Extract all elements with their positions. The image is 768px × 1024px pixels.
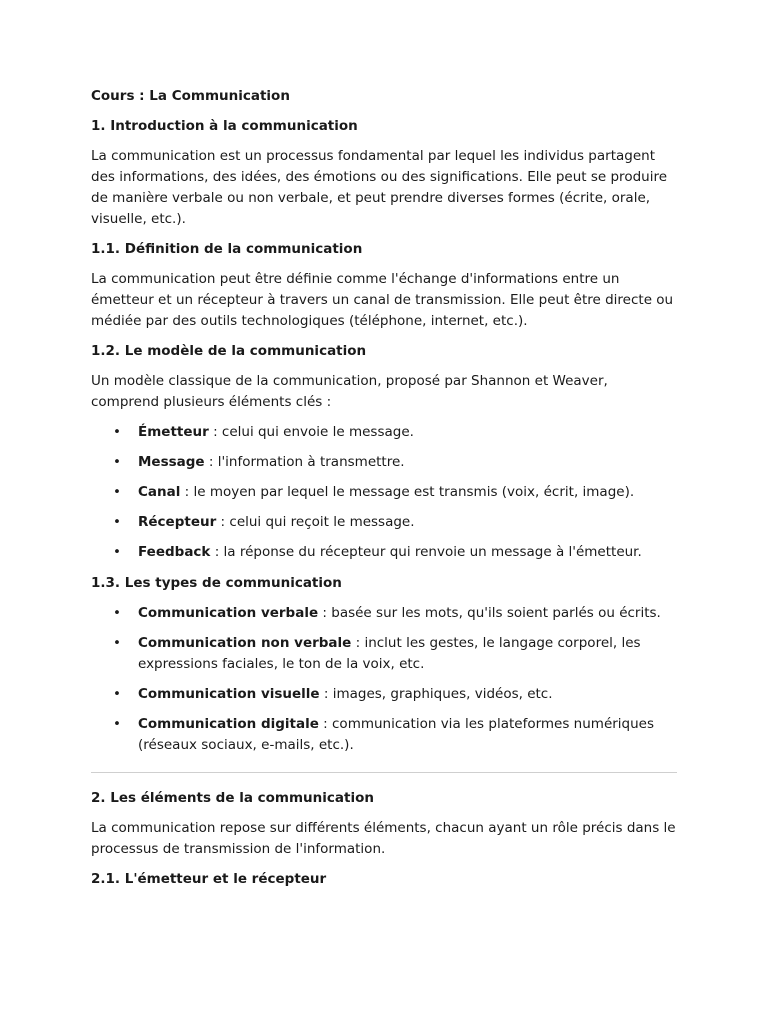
section-heading-elements: 2. Les éléments de la communication	[91, 790, 374, 806]
section-text-definition: La communication peut être définie comme l'échange d'informations entre un émetteur et un récepteur à travers un canal de transmission. Elle peut être directe ou médiée par des outils technologiques (téléphone, internet, etc.).	[91, 271, 674, 329]
list-item	[91, 512, 677, 533]
list-item-desc: : basée sur les mots, qu'ils soient parlés ou écrits.	[318, 605, 661, 621]
section-heading-emitter-receiver: 2.1. L'émetteur et le récepteur	[91, 871, 327, 887]
list-item	[91, 422, 677, 443]
list-item-desc: : images, graphiques, vidéos, etc.	[319, 686, 553, 702]
list-item-desc: : communication via les plateformes numériques (réseaux sociaux, e-mails, etc.).	[138, 716, 655, 753]
list-item	[91, 633, 677, 675]
list-item	[91, 542, 677, 563]
list-item	[91, 684, 677, 705]
list-item-desc: : le moyen par lequel le message est transmis (voix, écrit, image).	[180, 484, 635, 500]
list-item	[91, 603, 677, 624]
bullet-icon: •	[113, 514, 121, 530]
list-item-desc: : la réponse du récepteur qui renvoie un message à l'émetteur.	[210, 544, 642, 560]
section-divider	[91, 772, 677, 773]
section-text-elements: La communication repose sur différents éléments, chacun ayant un rôle précis dans le processus de transmission de l'information.	[91, 820, 676, 857]
list-item-term: Communication visuelle	[138, 686, 320, 702]
list-item	[91, 452, 677, 473]
section-heading-model: 1.2. Le modèle de la communication	[91, 343, 367, 359]
bullet-icon: •	[113, 454, 121, 470]
list-item-desc: : inclut les gestes, le langage corporel, les expressions faciales, le ton de la voix, etc.	[138, 635, 641, 672]
list-item-term: Émetteur	[138, 424, 209, 440]
model-elements-list	[91, 422, 677, 563]
list-item-desc: : l'information à transmettre.	[204, 454, 405, 470]
section-text-introduction: La communication est un processus fondamental par lequel les individus partagent des informations, des idées, des émotions ou des significations. Elle peut se produire de manière verbale ou non verbale, et peut prendre diverses formes (écrite, orale, visuelle, etc.).	[91, 148, 668, 227]
bullet-icon: •	[113, 424, 121, 440]
list-item-desc: : celui qui reçoit le message.	[216, 514, 415, 530]
bullet-icon: •	[113, 635, 121, 651]
list-item-term: Canal	[138, 484, 181, 500]
list-item-term: Feedback	[138, 544, 211, 560]
list-item-desc: : celui qui envoie le message.	[208, 424, 414, 440]
section-heading-types: 1.3. Les types de communication	[91, 575, 342, 591]
list-item	[91, 714, 677, 756]
document-title: Cours : La Communication	[91, 88, 290, 104]
list-item-term: Message	[138, 454, 205, 470]
list-item-term: Récepteur	[138, 514, 217, 530]
bullet-icon: •	[113, 716, 121, 732]
bullet-icon: •	[113, 686, 121, 702]
bullet-icon: •	[113, 605, 121, 621]
list-item-term: Communication digitale	[138, 716, 319, 732]
section-heading-introduction: 1. Introduction à la communication	[91, 118, 358, 134]
list-item-term: Communication verbale	[138, 605, 319, 621]
bullet-icon: •	[113, 484, 121, 500]
communication-types-list	[91, 603, 677, 756]
list-item-term: Communication non verbale	[138, 635, 352, 651]
section-text-model: Un modèle classique de la communication, proposé par Shannon et Weaver, comprend plusieurs éléments clés :	[91, 373, 608, 410]
section-heading-definition: 1.1. Définition de la communication	[91, 241, 363, 257]
list-item	[91, 482, 677, 503]
bullet-icon: •	[113, 544, 121, 560]
